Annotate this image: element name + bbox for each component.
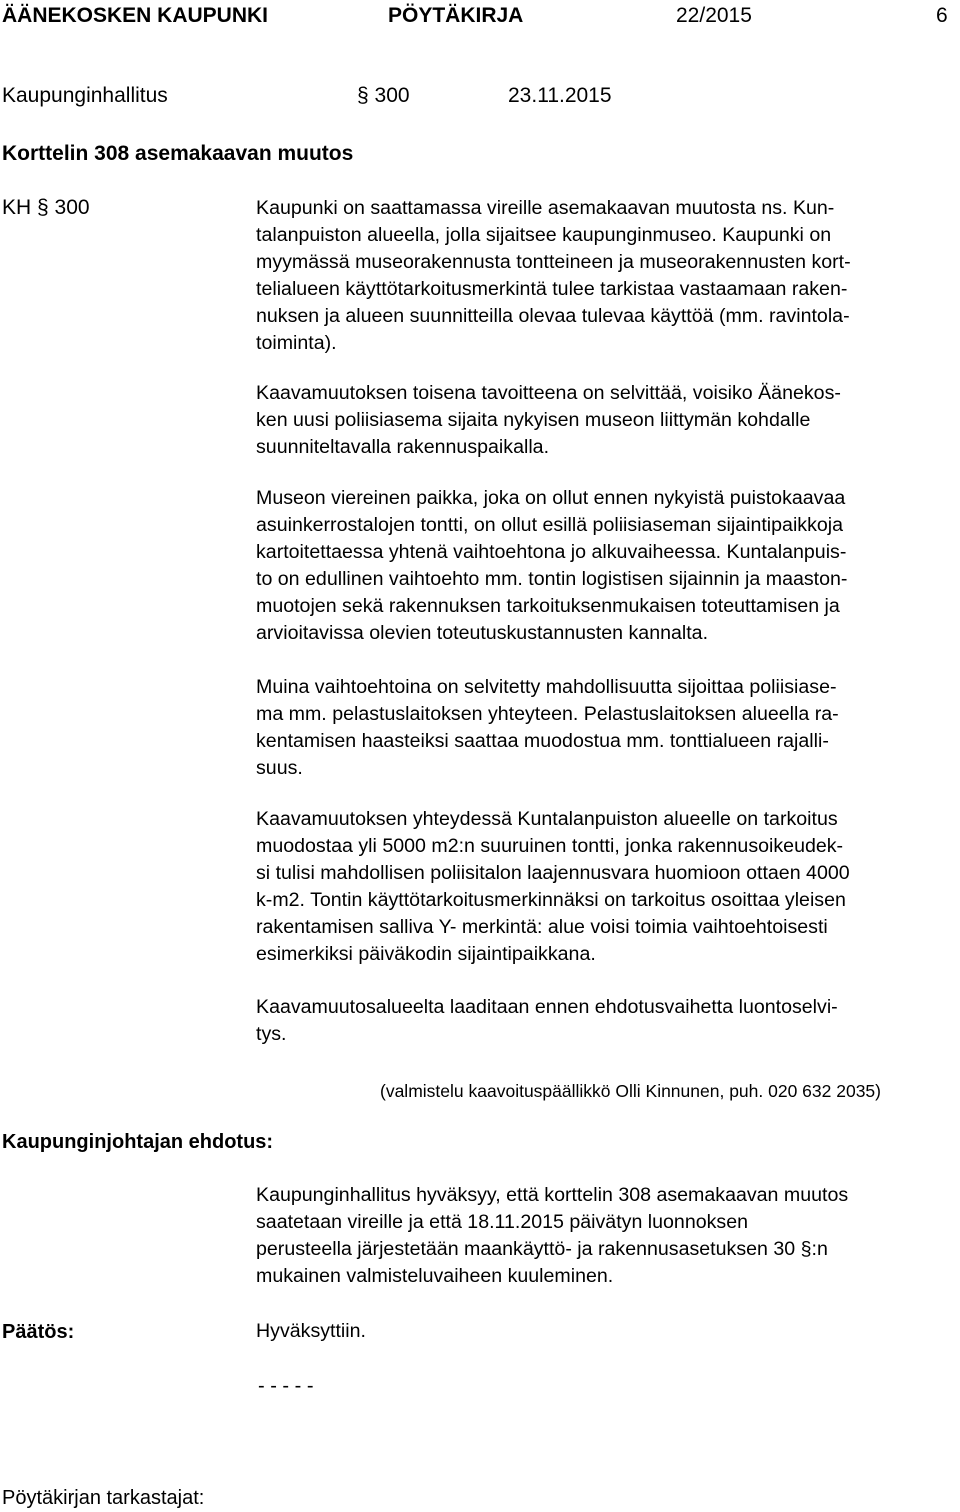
text-line: Kaupunki on saattamassa vireille asemakaavan muutosta ns. Kun- (256, 197, 835, 219)
text-line: saatetaan vireille ja että 18.11.2015 päivätyn luonnoksen (256, 1211, 749, 1233)
proposal-text (256, 1182, 956, 1290)
organization-name: ÄÄNEKOSKEN KAUPUNKI (2, 4, 269, 27)
page-title: Korttelin 308 asemakaavan muutos (2, 142, 354, 165)
document-type: PÖYTÄKIRJA (388, 4, 524, 27)
text-line: Kaavamuutoksen yhteydessä Kuntalanpuiston alueelle on tarkoitus (256, 808, 838, 830)
text-line: kentamisen haasteiksi saattaa muodostua mm. tonttialueen rajalli- (256, 730, 829, 752)
paragraph-4 (256, 674, 956, 782)
text-line: suunniteltavalla rakennuspaikalla. (256, 436, 550, 458)
meeting-body: Kaupunginhallitus (2, 84, 168, 107)
text-line: ma mm. pelastuslaitoksen yhteyteen. Pelastuslaitoksen alueella ra- (256, 703, 839, 725)
text-line: talanpuiston alueella, jolla sijaitsee kaupunginmuseo. Kaupunki on (256, 224, 832, 246)
text-line: si tulisi mahdollisen poliisitalon laajennusvara huomioon ottaen 4000 (256, 862, 850, 884)
proposal-label: Kaupunginjohtajan ehdotus: (2, 1131, 274, 1153)
text-line: telialueen käyttötarkoitusmerkintä tulee tarkistaa vastaamaan raken- (256, 278, 848, 300)
paragraph-1 (256, 195, 956, 357)
text-line: arvioitavissa olevien toteutuskustannusten kannalta. (256, 622, 709, 644)
text-line: Museon viereinen paikka, joka on ollut ennen nykyistä puistokaavaa (256, 487, 846, 509)
text-line: ken uusi poliisiasema sijaita nykyisen museon liittymän kohdalle (256, 409, 811, 431)
text-line: perusteella järjestetään maankäyttö- ja rakennusasetuksen 30 §:n (256, 1238, 828, 1260)
decision-label: Päätös: (2, 1321, 75, 1343)
text-line: Muina vaihtoehtoina on selvitetty mahdollisuutta sijoittaa poliisiase- (256, 676, 837, 698)
text-line: nuksen ja alueen suunnitteilla olevaa tulevaa käyttöä (mm. ravintola- (256, 305, 850, 327)
preparer-note: (valmistelu kaavoituspäällikkö Olli Kinnunen, puh. 020 632 2035) (380, 1081, 881, 1101)
paragraph-2 (256, 380, 956, 461)
text-line: mukainen valmisteluvaiheen kuuleminen. (256, 1265, 614, 1287)
text-line: myymässä museorakennusta tontteineen ja museorakennusten kort- (256, 251, 851, 273)
paragraph-3 (256, 485, 956, 647)
reviewers-label: Pöytäkirjan tarkastajat: (2, 1487, 205, 1509)
text-line: Kaavamuutosalueelta laaditaan ennen ehdotusvaihetta luontoselvi- (256, 996, 838, 1018)
meeting-section: § 300 (357, 84, 410, 107)
text-line: muotojen sekä rakennuksen tarkoituksenmukaisen toteuttamisen ja (256, 595, 840, 617)
text-line: to on edullinen vaihtoehto mm. tontin logistisen sijainnin ja maaston- (256, 568, 848, 590)
section-reference: KH § 300 (2, 196, 90, 219)
text-line: suus. (256, 757, 303, 779)
text-line: kartoitettaessa yhtenä vaihtoehtona jo alkuvaiheessa. Kuntalanpuis- (256, 541, 847, 563)
decision-text (256, 1318, 956, 1345)
text-line: toiminta). (256, 332, 337, 354)
text-line: Kaavamuutoksen toisena tavoitteena on selvittää, voisiko Äänekos- (256, 382, 841, 404)
text-line: asuinkerrostalojen tontti, on ollut esillä poliisiaseman sijaintipaikkoja (256, 514, 844, 536)
text-line: esimerkiksi päiväkodin sijaintipaikkana. (256, 943, 596, 965)
text-line: k-m2. Tontin käyttötarkoitusmerkinnäksi on tarkoitus osoittaa yleisen (256, 889, 846, 911)
text-line: Hyväksyttiin. (256, 1320, 366, 1342)
text-line: muodostaa yli 5000 m2:n suuruinen tontti, jonka rakennusoikeudek- (256, 835, 844, 857)
meeting-date: 23.11.2015 (508, 84, 612, 107)
document-number: 22/2015 (676, 4, 752, 27)
separator: - - - - - (258, 1375, 314, 1397)
text-line: rakentamisen salliva Y- merkintä: alue voisi toimia vaihtoehtoisesti (256, 916, 828, 938)
page-number: 6 (936, 4, 948, 27)
text-line: Kaupunginhallitus hyväksyy, että korttelin 308 asemakaavan muutos (256, 1184, 849, 1206)
text-line: tys. (256, 1023, 287, 1045)
paragraph-5 (256, 806, 956, 968)
paragraph-6 (256, 994, 956, 1048)
